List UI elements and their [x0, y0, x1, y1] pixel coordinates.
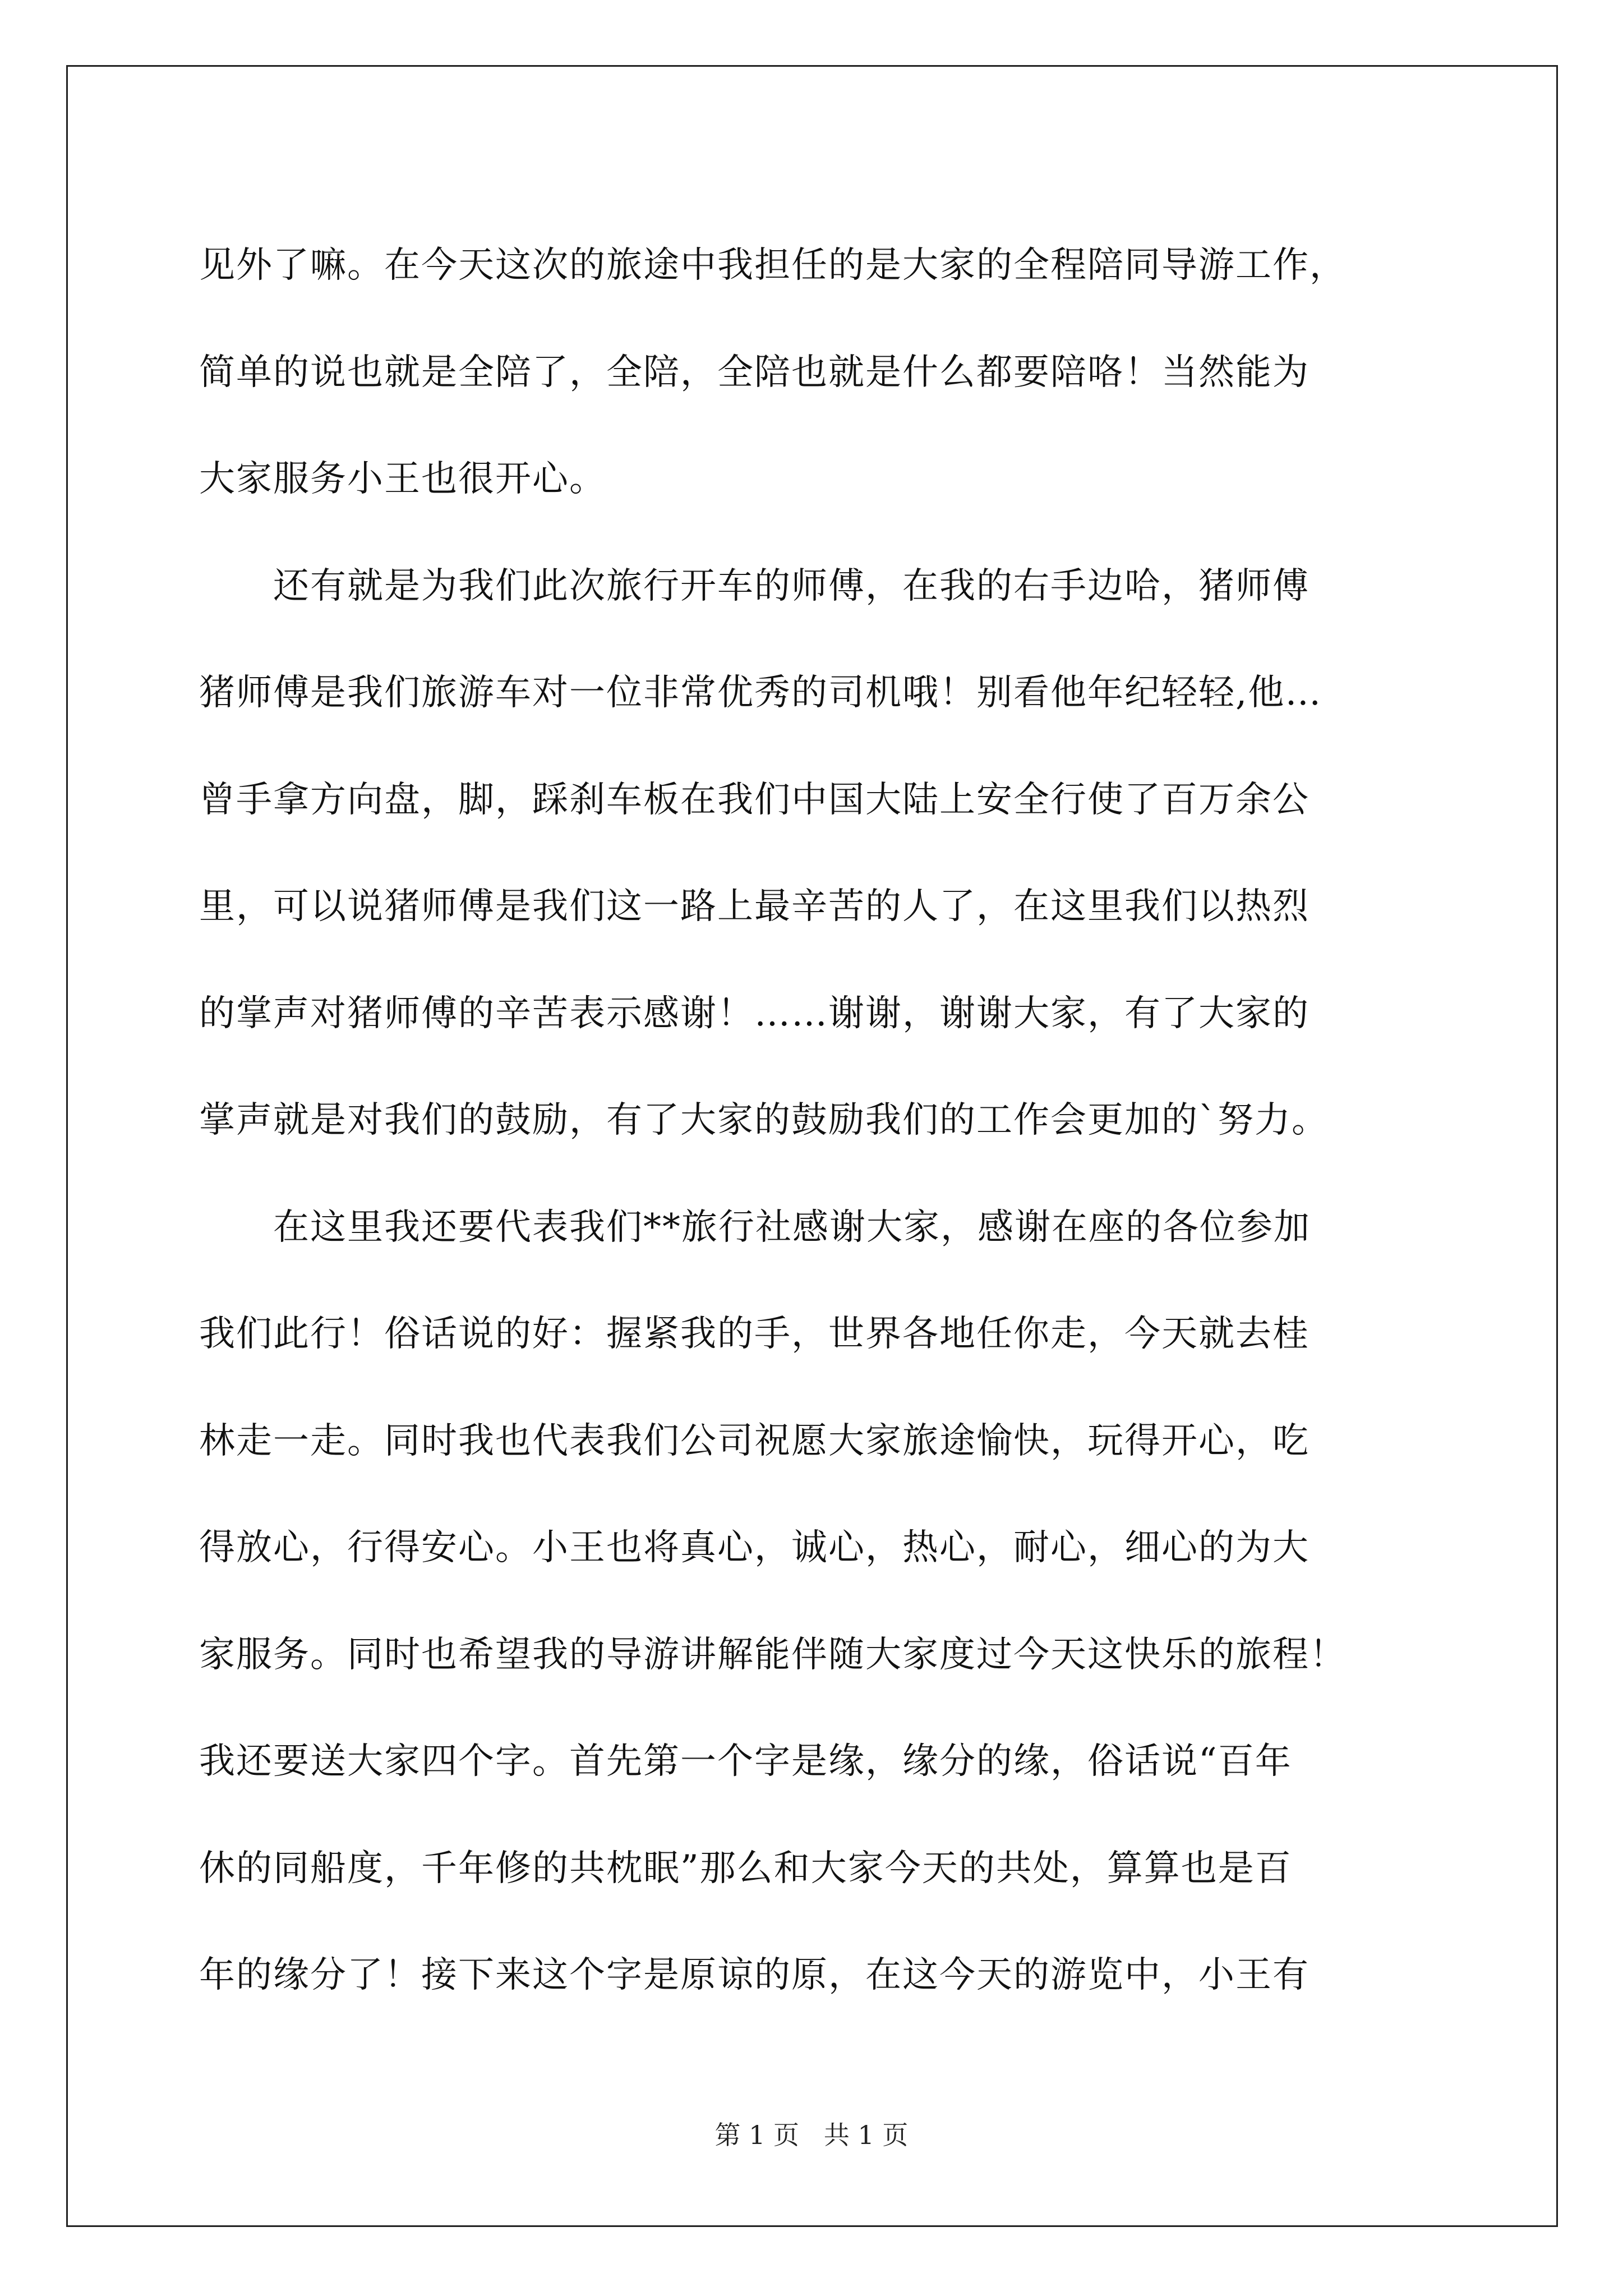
text-line: 休的同船度，千年修的共枕眠”那么和大家今天的共处，算算也是百	[199, 1847, 1292, 1889]
page-number-footer: 第 1 页 共 1 页	[714, 2120, 909, 2150]
text-line: 猪师傅是我们旅游车对一位非常优秀的司机哦！别看他年纪轻轻,他…	[199, 672, 1322, 714]
text-line: 我还要送大家四个字。首先第一个字是缘，缘分的缘，俗话说“百年	[199, 1741, 1292, 1782]
text-line: 里，可以说猪师傅是我们这一路上最辛苦的人了，在这里我们以热烈	[199, 886, 1310, 927]
text-line: 家服务。同时也希望我的导游讲解能伴随大家度过今天这快乐的旅程！	[199, 1634, 1347, 1676]
text-line: 在这里我还要代表我们**旅行社感谢大家，感谢在座的各位参加	[199, 1206, 1311, 1248]
text-line: 林走一走。同时我也代表我们公司祝愿大家旅途愉快，玩得开心，吃	[199, 1420, 1310, 1462]
text-line: 掌声就是对我们的鼓励，有了大家的鼓励我们的工作会更加的`努力。	[199, 1099, 1329, 1141]
document-body	[199, 212, 1455, 2029]
text-line: 还有就是为我们此次旅行开车的师傅，在我的右手边哈，猪师傅	[199, 565, 1310, 607]
text-line: 我们此行！俗话说的好：握紧我的手，世界各地任你走，今天就去桂	[199, 1313, 1310, 1355]
text-line: 得放心，行得安心。小王也将真心，诚心，热心，耐心，细心的为大	[199, 1527, 1310, 1568]
text-line: 简单的说也就是全陪了，全陪，全陪也就是什么都要陪咯！当然能为	[199, 351, 1310, 393]
text-line: 大家服务小王也很开心。	[199, 458, 606, 500]
text-line: 的掌声对猪师傅的辛苦表示感谢！……谢谢，谢谢大家，有了大家的	[199, 992, 1310, 1034]
text-line: 年的缘分了！接下来这个字是原谅的原，在这今天的游览中，小王有	[199, 1954, 1310, 1996]
text-line: 曾手拿方向盘，脚，踩刹车板在我们中国大陆上安全行使了百万余公	[199, 779, 1310, 821]
text-line: 见外了嘛。在今天这次的旅途中我担任的是大家的全程陪同导游工作，	[199, 245, 1347, 286]
